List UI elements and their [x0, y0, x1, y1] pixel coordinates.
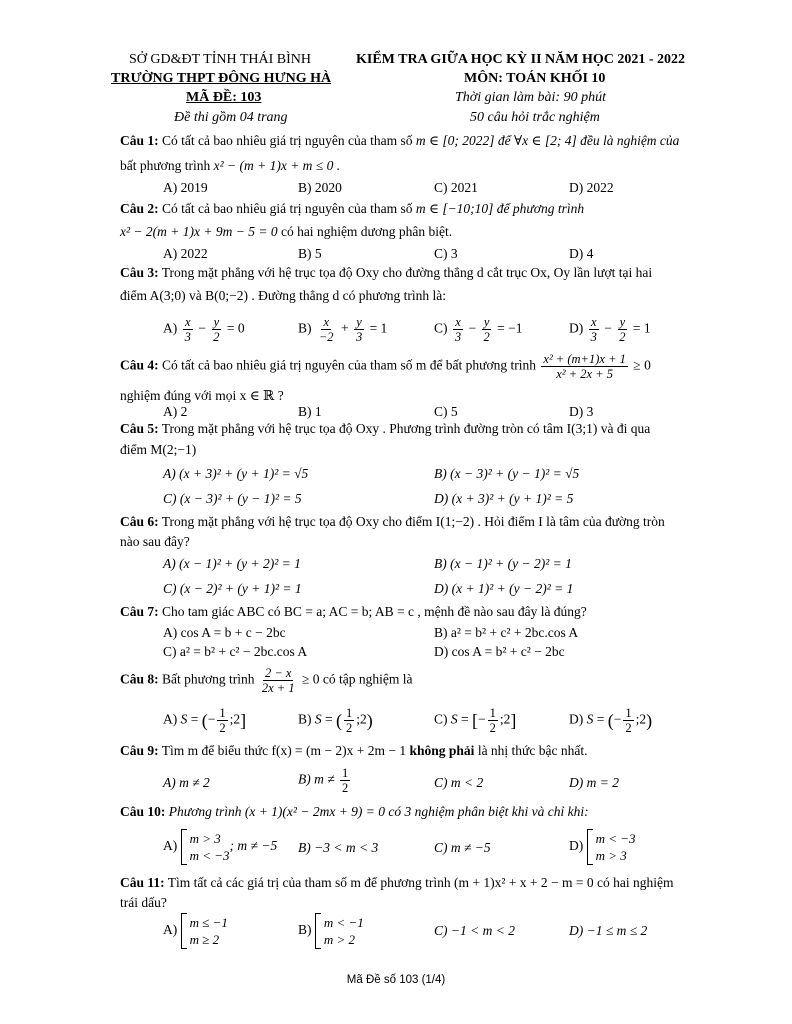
question-label: Câu 8: [120, 671, 159, 687]
question-text: Phương trình (x + 1)(x² − 2mx + 9) = 0 có 3 nghiệm phân biệt khi và chỉ khi: [168, 804, 589, 819]
question-3-line2 [120, 286, 712, 306]
question-4 [120, 352, 712, 381]
question-text: Trong mặt phẳng với hệ trục tọa độ Oxy . Phương trình đường tròn có tâm I(3;1) và đi qua [161, 421, 651, 436]
answer-d[interactable]: D) 3 [569, 404, 594, 419]
question-expression: x² − (m + 1)x + m ≤ 0 . [213, 158, 341, 173]
answer-d[interactable]: D) S = (− $\frac{1}{2}$ ;2) [569, 706, 653, 735]
answer-b[interactable]: B) $\frac{x}{-2}$ + $\frac{y}{3}$ = 1 [298, 315, 388, 344]
question-5-line2 [120, 440, 712, 460]
subject: MÔN: TOÁN KHỐI 10 [464, 71, 606, 86]
answer-c[interactable]: C) 2021 [434, 180, 478, 195]
question-1-line2 [120, 156, 712, 176]
answer-c[interactable]: C) $\frac{x}{3}$ − $\frac{y}{2}$ = −1 [434, 315, 523, 344]
answer-b[interactable]: B) S = ( $\frac{1}{2}$ ;2) [298, 706, 373, 735]
question-condition: m ∈ [−10;10] để phương trình [415, 201, 585, 216]
answer-a[interactable]: A) S = (− $\frac{1}{2}$ ;2] [163, 706, 247, 735]
answer-c[interactable]: C) m ≠ −5 [434, 840, 491, 855]
page-footer: Mã Đề số 103 (1/4) [346, 974, 446, 986]
question-label: Câu 3: [120, 265, 159, 280]
exam-time: Thời gian làm bài: 90 phút [455, 90, 606, 105]
question-6-line2 [120, 532, 712, 552]
question-text: ≥ 0 [633, 357, 651, 373]
question-label: Câu 11: [120, 875, 165, 890]
question-text: nào sau đây? [120, 534, 190, 549]
question-3 [120, 263, 712, 283]
question-7 [120, 602, 712, 622]
answer-b[interactable]: B) m < −1 m > 2 [298, 915, 364, 947]
question-text: Tìm tất cả các giá trị của tham số m để phương trình (m + 1)x² + x + 2 − m = 0 có hai nghiệm [167, 875, 674, 890]
answer-c[interactable]: C) (x − 2)² + (y + 1)² = 1 [163, 581, 302, 596]
question-2 [120, 199, 712, 219]
question-11-line2 [120, 893, 712, 913]
answer-b[interactable]: B) −3 < m < 3 [298, 840, 379, 855]
fraction-numerator: x² + (m+1)x + 1 [543, 352, 626, 366]
dept-name: SỞ GD&ĐT TỈNH THÁI BÌNH [129, 52, 311, 67]
answer-d[interactable]: D) $\frac{x}{3}$ − $\frac{y}{2}$ = 1 [569, 315, 651, 344]
question-condition: m ∈ [0; 2022] để ∀x ∈ [2; 4] đều là nghiệm của [415, 133, 680, 148]
answer-a[interactable]: A) 2019 [163, 180, 208, 195]
fraction-denominator: 2x + 1 [261, 681, 295, 695]
question-text: Trong mặt phẳng với hệ trục tọa độ Oxy cho đường thẳng d cắt trục Ox, Oy lần lượt tại hai [161, 265, 653, 280]
question-5 [120, 419, 712, 439]
answer-c[interactable]: C) 3 [434, 246, 458, 261]
answer-b[interactable]: B) (x − 3)² + (y − 1)² = √5 [434, 466, 580, 481]
question-6 [120, 512, 712, 532]
answer-a[interactable]: A) $\frac{x}{3}$ − $\frac{y}{2}$ = 0 [163, 315, 245, 344]
question-text: bất phương trình [120, 158, 211, 173]
exam-title: KIỂM TRA GIỮA HỌC KỲ II NĂM HỌC 2021 - 2022 [356, 52, 686, 67]
answer-d[interactable]: D) cos A = b² + c² − 2bc [434, 644, 565, 659]
question-label: Câu 1: [120, 133, 159, 148]
question-text: điểm M(2;−1) [120, 442, 197, 457]
answer-text: ; m ≠ −5 [229, 838, 278, 854]
question-label: Câu 4: [120, 357, 159, 373]
question-11 [120, 873, 712, 893]
answer-a[interactable]: A) 2 [163, 404, 188, 419]
question-expression: x² − 2(m + 1)x + 9m − 5 = 0 [120, 224, 278, 239]
question-label: Câu 10: [120, 804, 166, 819]
question-text: Có tất cả bao nhiêu giá trị nguyên của tham số [162, 133, 413, 148]
answer-d[interactable]: D) −1 ≤ m ≤ 2 [569, 923, 648, 938]
answer-a[interactable]: A) m ≤ −1 m ≥ 2 [163, 915, 228, 947]
answer-a[interactable]: A) (x + 3)² + (y + 1)² = √5 [163, 466, 309, 481]
question-text: Có tất cả bao nhiêu giá trị nguyên của tham số m để bất phương trình [162, 357, 537, 373]
question-text: Bất phương trình [162, 671, 255, 687]
answer-c[interactable]: C) S = [− $\frac{1}{2}$ ;2] [434, 706, 517, 735]
answer-a[interactable]: A) m ≠ 2 [163, 775, 210, 790]
answer-d[interactable]: D) (x + 1)² + (y − 2)² = 1 [434, 581, 574, 596]
question-1 [120, 131, 712, 151]
question-text: điểm A(3;0) và B(0;−2) . Đường thẳng d có phương trình là: [120, 288, 446, 303]
answer-a[interactable]: A) 2022 [163, 246, 208, 261]
answer-d[interactable]: D) (x + 3)² + (y + 1)² = 5 [434, 491, 574, 506]
question-label: Câu 9: [120, 743, 159, 758]
question-10 [120, 802, 712, 822]
question-text: nghiệm đúng với mọi x ∈ ℝ ? [120, 388, 284, 403]
answer-b[interactable]: B) 5 [298, 246, 322, 261]
answer-d[interactable]: D) m = 2 [569, 775, 619, 790]
answer-a[interactable]: A) cos A = b + c − 2bc [163, 625, 286, 640]
fraction-denominator: x² + 2x + 5 [556, 367, 613, 381]
answer-text: B) m ≠ [298, 771, 335, 787]
answer-b[interactable]: B) (x − 1)² + (y − 2)² = 1 [434, 556, 572, 571]
exam-code: MÃ ĐỀ: 103 [186, 90, 262, 105]
question-text: Có tất cả bao nhiêu giá trị nguyên của tham số [162, 201, 413, 216]
answer-b[interactable]: B) 2020 [298, 180, 342, 195]
question-text: Trong mặt phẳng với hệ trục tọa độ Oxy cho điểm I(1;−2) . Hỏi điểm I là tâm của đường tròn [161, 514, 665, 529]
answer-c[interactable]: C) 5 [434, 404, 458, 419]
school-name: TRƯỜNG THPT ĐÔNG HƯNG HÀ [111, 71, 332, 86]
answer-b[interactable]: B) m ≠ $\frac{1}{2}$ [298, 766, 349, 795]
question-9 [120, 741, 712, 761]
answer-a[interactable]: A) m > 3 m < −3 ; m ≠ −5 [163, 831, 278, 863]
question-text: có hai nghiệm dương phân biệt. [280, 224, 453, 239]
question-count: 50 câu hỏi trắc nghiệm [470, 110, 600, 125]
answer-d[interactable]: D) 2022 [569, 180, 614, 195]
question-text: là nhị thức bậc nhất. [477, 743, 588, 758]
question-label: Câu 7: [120, 604, 159, 619]
page-count: Đề thi gồm 04 trang [174, 110, 288, 125]
answer-c[interactable]: C) −1 < m < 2 [434, 923, 515, 938]
answer-c[interactable]: C) m < 2 [434, 775, 484, 790]
answer-a[interactable]: A) (x − 1)² + (y + 2)² = 1 [163, 556, 301, 571]
answer-d[interactable]: D) m < −3 m > 3 [569, 831, 636, 863]
answer-b[interactable]: B) a² = b² + c² + 2bc.cos A [434, 625, 579, 640]
fraction-numerator: 2 − x [264, 666, 292, 680]
question-label: Câu 2: [120, 201, 159, 216]
question-emphasis: không phải [409, 743, 475, 758]
question-4-line2 [120, 386, 712, 406]
question-text: Cho tam giác ABC có BC = a; AC = b; AB = c , mệnh đề nào sau đây là đúng? [162, 604, 587, 619]
question-text: ≥ 0 có tập nghiệm là [301, 671, 413, 687]
question-text: Tìm m để biểu thức f(x) = (m − 2)x + 2m − 1 [161, 743, 407, 758]
answer-d[interactable]: D) 4 [569, 246, 594, 261]
question-2-line2 [120, 222, 712, 242]
question-label: Câu 5: [120, 421, 159, 436]
question-text: trái dấu? [120, 895, 167, 910]
answer-b[interactable]: B) 1 [298, 404, 322, 419]
answer-c[interactable]: C) (x − 3)² + (y − 1)² = 5 [163, 491, 302, 506]
question-label: Câu 6: [120, 514, 159, 529]
question-8 [120, 666, 712, 695]
answer-c[interactable]: C) a² = b² + c² − 2bc.cos A [163, 644, 308, 659]
